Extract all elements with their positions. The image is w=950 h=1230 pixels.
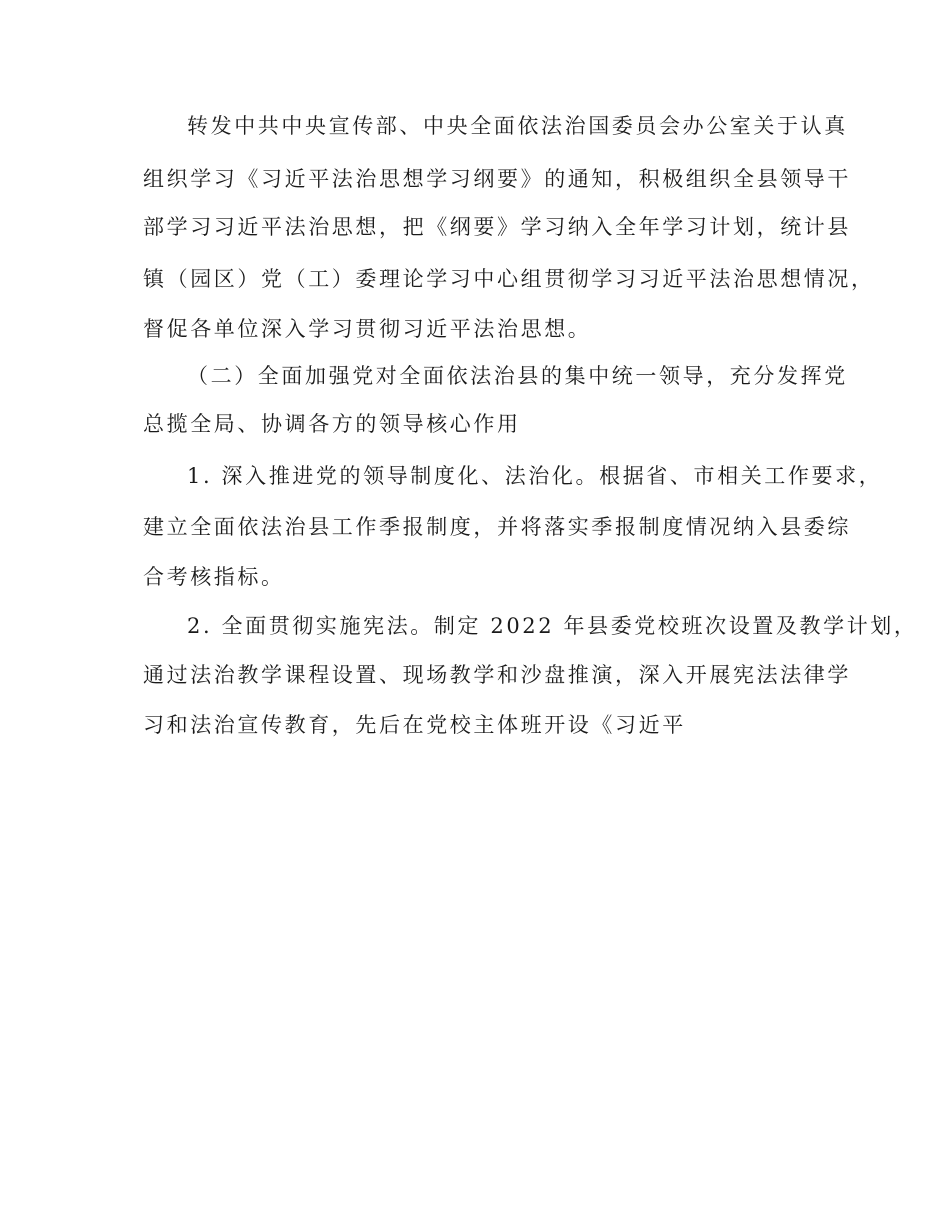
paragraph-line: 1. 深入推进党的领导制度化、法治化。根据省、市相关工作要求， [187,464,883,488]
section-heading-line: 总揽全局、协调各方的领导核心作用 [143,412,521,436]
paragraph-line: 组织学习《习近平法治思想学习纲要》的通知，积极组织全县领导干 [143,167,851,191]
paragraph-line: 建立全面依法治县工作季报制度，并将落实季报制度情况纳入县委综 [143,515,851,539]
paragraph-line: 部学习习近平法治思想，把《纲要》学习纳入全年学习计划，统计县 [143,215,851,239]
paragraph-line: 2. 全面贯彻实施宪法。制定 2022 年县委党校班次设置及教学计划， [187,614,918,638]
paragraph-line: 习和法治宣传教育，先后在党校主体班开设《习近平 [143,713,686,737]
paragraph-line: 督促各单位深入学习贯彻习近平法治思想。 [143,317,592,341]
paragraph-line: 镇（园区）党（工）委理论学习中心组贯彻学习习近平法治思想情况， [143,267,875,291]
section-heading-line: （二）全面加强党对全面依法治县的集中统一领导，充分发挥党 [187,364,848,388]
paragraph-line: 通过法治教学课程设置、现场教学和沙盘推演，深入开展宪法法律学 [143,663,851,687]
paragraph-line: 合考核指标。 [143,565,285,589]
paragraph-line: 转发中共中央宣传部、中央全面依法治国委员会办公室关于认真 [187,114,848,138]
